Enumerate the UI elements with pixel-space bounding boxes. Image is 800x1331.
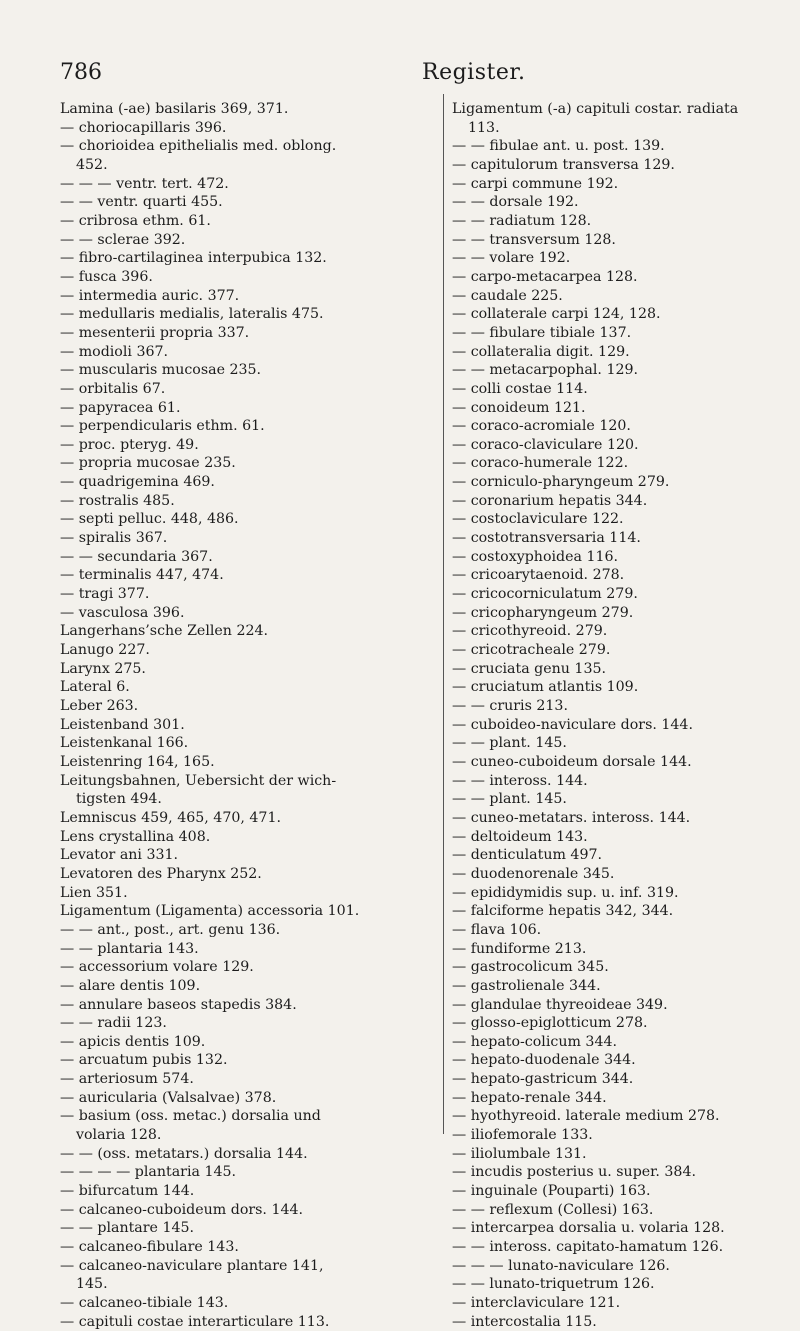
index-entry: — conoideum 121. xyxy=(452,399,586,416)
index-entry: — — plantaria 143. xyxy=(60,940,199,957)
index-entry: — — metacarpophal. 129. xyxy=(452,362,639,379)
index-entry: Leber 263. xyxy=(60,698,139,714)
index-entry: — costotransversaria 114. xyxy=(452,530,641,547)
index-entry: 145. xyxy=(76,1276,108,1293)
index-entry: — quadrigemina 469. xyxy=(60,474,215,491)
index-entry: — — plant. 145. xyxy=(452,791,567,808)
index-entry: — annulare baseos stapedis 384. xyxy=(60,996,297,1013)
index-entry: — arcuatum pubis 132. xyxy=(60,1052,228,1069)
index-entry: — fusca 396. xyxy=(60,268,153,285)
index-entry: — basium (oss. metac.) dorsalia und xyxy=(60,1108,321,1125)
column-divider xyxy=(443,94,444,1134)
index-entry: Leistenband 301. xyxy=(60,716,185,733)
index-entry: Lateral 6. xyxy=(60,679,130,696)
index-entry: — — volare 192. xyxy=(452,250,571,267)
index-entry: — — inteross. 144. xyxy=(452,772,588,789)
index-entry: — — inteross. capitato-hamatum 126. xyxy=(452,1239,724,1256)
index-entry: — — — — plantaria 145. xyxy=(60,1164,237,1181)
index-entry: — calcaneo-tibiale 143. xyxy=(60,1295,229,1311)
index-entry: — cuneo-metatars. inteross. 144. xyxy=(452,809,691,826)
index-entry: — duodenorenale 345. xyxy=(452,865,615,882)
index-entry: — coronarium hepatis 344. xyxy=(452,492,648,509)
index-entry: — auricularia (Valsalvae) 378. xyxy=(60,1089,277,1106)
index-entry: — caudale 225. xyxy=(452,287,563,304)
index-entry: — epididymidis sup. u. inf. 319. xyxy=(452,884,679,901)
index-entry: — fundiforme 213. xyxy=(452,940,587,957)
index-entry: — cricothyreoid. 279. xyxy=(452,623,608,640)
index-entry: — gastrocolicum 345. xyxy=(452,959,609,976)
index-entry: — costoclaviculare 122. xyxy=(452,511,624,528)
index-entry: Lens crystallina 408. xyxy=(60,828,211,845)
index-entry: — interclaviculare 121. xyxy=(452,1295,621,1311)
index-entry: — — radiatum 128. xyxy=(452,212,592,229)
index-entry: — calcaneo-fibulare 143. xyxy=(60,1239,239,1256)
index-entry: — calcaneo-cuboideum dors. 144. xyxy=(60,1201,304,1218)
index-entry: — medullaris medialis, lateralis 475. xyxy=(60,306,324,323)
index-entry: — — fibulae ant. u. post. 139. xyxy=(452,138,665,155)
page-number: 786 xyxy=(60,60,102,85)
index-entry: — gastrolienale 344. xyxy=(452,977,601,994)
index-entry: — coraco-acromiale 120. xyxy=(452,418,631,435)
index-entry: — cribrosa ethm. 61. xyxy=(60,212,211,229)
index-entry: — — — lunato-naviculare 126. xyxy=(452,1257,670,1274)
index-entry: — coraco-claviculare 120. xyxy=(452,436,639,453)
index-entry: — rostralis 485. xyxy=(60,492,175,509)
index-entry: Leitungsbahnen, Uebersicht der wich- xyxy=(60,772,337,789)
index-entry: — propria mucosae 235. xyxy=(60,455,236,472)
index-entry: Larynx 275. xyxy=(60,660,146,677)
index-entry: — accessorium volare 129. xyxy=(60,959,254,976)
index-entry: Langerhans’sche Zellen 224. xyxy=(60,623,269,640)
index-entry: — denticulatum 497. xyxy=(452,847,603,864)
index-entry: — cuboideo-naviculare dors. 144. xyxy=(452,716,693,733)
index-entry: — cricopharyngeum 279. xyxy=(452,604,634,621)
index-entry: — falciforme hepatis 342, 344. xyxy=(452,903,674,920)
index-entry: — — radii 123. xyxy=(60,1015,167,1032)
index-entry: — hepato-colicum 344. xyxy=(452,1033,618,1050)
page-title: Register. xyxy=(422,60,526,85)
index-entry: — tragi 377. xyxy=(60,586,150,603)
index-entry: — septi pelluc. 448, 486. xyxy=(60,511,239,528)
index-entry: — cricoarytaenoid. 278. xyxy=(452,567,625,584)
index-entry: tigsten 494. xyxy=(76,791,162,808)
index-entry: — choriocapillaris 396. xyxy=(60,119,227,136)
index-entry: — capitulorum transversa 129. xyxy=(452,156,675,173)
index-entry: — orbitalis 67. xyxy=(60,380,166,397)
index-entry: — carpi commune 192. xyxy=(452,175,619,192)
index-entry: — mesenterii propria 337. xyxy=(60,324,250,341)
index-entry: — terminalis 447, 474. xyxy=(60,567,224,584)
index-entry: — modioli 367. xyxy=(60,343,169,360)
index-entry: 113. xyxy=(468,119,500,136)
index-entry: Ligamentum (-a) capituli costar. radiata xyxy=(452,101,739,117)
index-entry: — iliolumbale 131. xyxy=(452,1145,587,1162)
index-entry: — hepato-renale 344. xyxy=(452,1089,607,1106)
index-entry: — intercarpea dorsalia u. volaria 128. xyxy=(452,1220,725,1237)
index-entry: — costoxyphoidea 116. xyxy=(452,548,619,565)
index-entry: — apicis dentis 109. xyxy=(60,1033,206,1050)
index-entry: — — — ventr. tert. 472. xyxy=(60,175,229,192)
index-entry: — — secundaria 367. xyxy=(60,548,213,565)
index-entry: — colli costae 114. xyxy=(452,380,588,397)
index-entry: — hepato-gastricum 344. xyxy=(452,1071,634,1088)
index-entry: — perpendicularis ethm. 61. xyxy=(60,418,265,435)
index-entry: — papyracea 61. xyxy=(60,399,181,416)
index-entry: — calcaneo-naviculare plantare 141, xyxy=(60,1257,324,1274)
index-entry: — — transversum 128. xyxy=(452,231,616,248)
index-entry: — vasculosa 396. xyxy=(60,604,185,621)
index-entry: — hepato-duodenale 344. xyxy=(452,1052,636,1069)
index-entry: — muscularis mucosae 235. xyxy=(60,362,262,379)
index-entry: — cruciata genu 135. xyxy=(452,660,607,677)
index-entry: — glosso-epiglotticum 278. xyxy=(452,1015,648,1032)
index-entry: — chorioidea epithelialis med. oblong. xyxy=(60,138,337,155)
index-entry: — glandulae thyreoideae 349. xyxy=(452,996,668,1013)
index-column-left xyxy=(60,100,440,1331)
index-entry: — — cruris 213. xyxy=(452,698,568,714)
index-entry: — — plant. 145. xyxy=(452,735,567,752)
index-entry: — — dorsale 192. xyxy=(452,194,579,211)
index-entry: — coraco-humerale 122. xyxy=(452,455,629,472)
index-entry: — — sclerae 392. xyxy=(60,231,186,248)
index-entry: 452. xyxy=(76,156,108,173)
index-entry: — — (oss. metatars.) dorsalia 144. xyxy=(60,1145,308,1162)
index-entry: Ligamentum (Ligamenta) accessoria 101. xyxy=(60,903,360,920)
index-entry: — — reflexum (Collesi) 163. xyxy=(452,1201,654,1218)
index-entry: — cricocorniculatum 279. xyxy=(452,586,638,603)
index-entry: — incudis posterius u. super. 384. xyxy=(452,1164,696,1181)
index-entry: — carpo-metacarpea 128. xyxy=(452,268,638,285)
index-entry: — proc. pteryg. 49. xyxy=(60,436,199,453)
index-entry: — inguinale (Pouparti) 163. xyxy=(452,1183,651,1200)
index-entry: — intermedia auric. 377. xyxy=(60,287,240,304)
index-entry: Lamina (-ae) basilaris 369, 371. xyxy=(60,101,289,117)
index-entry: Lanugo 227. xyxy=(60,642,150,659)
index-entry: — arteriosum 574. xyxy=(60,1071,194,1088)
index-entry: Leistenring 164, 165. xyxy=(60,753,215,770)
index-entry: — collaterale carpi 124, 128. xyxy=(452,306,661,323)
index-entry: — bifurcatum 144. xyxy=(60,1183,195,1200)
index-entry: — deltoideum 143. xyxy=(452,828,588,845)
index-entry: Lien 351. xyxy=(60,884,128,901)
index-entry: — flava 106. xyxy=(452,921,542,938)
index-entry: — alare dentis 109. xyxy=(60,977,201,994)
index-entry: — cricotracheale 279. xyxy=(452,642,611,659)
index-entry: — iliofemorale 133. xyxy=(452,1127,593,1144)
index-entry: Levator ani 331. xyxy=(60,847,179,864)
index-entry: Leistenkanal 166. xyxy=(60,735,189,752)
index-entry: — — fibulare tibiale 137. xyxy=(452,324,632,341)
index-entry: — cruciatum atlantis 109. xyxy=(452,679,639,696)
index-entry: Levatoren des Pharynx 252. xyxy=(60,865,262,882)
index-entry: — spiralis 367. xyxy=(60,530,168,547)
index-entry: — — lunato-triquetrum 126. xyxy=(452,1276,655,1293)
index-entry: — collateralia digit. 129. xyxy=(452,343,630,360)
index-entry: — hyothyreoid. laterale medium 278. xyxy=(452,1108,720,1125)
index-entry: — capituli costae interarticulare 113. xyxy=(60,1313,330,1330)
index-entry: — — plantare 145. xyxy=(60,1220,195,1237)
index-entry: — — ventr. quarti 455. xyxy=(60,194,223,211)
index-entry: — intercostalia 115. xyxy=(452,1313,597,1330)
index-entry: — fibro-cartilaginea interpubica 132. xyxy=(60,250,327,267)
index-entry: volaria 128. xyxy=(76,1127,162,1144)
index-entry: — corniculo-pharyngeum 279. xyxy=(452,474,670,491)
index-column-right xyxy=(452,100,782,1331)
index-entry: — — ant., post., art. genu 136. xyxy=(60,921,281,938)
index-entry: Lemniscus 459, 465, 470, 471. xyxy=(60,809,281,826)
index-entry: — cuneo-cuboideum dorsale 144. xyxy=(452,753,692,770)
